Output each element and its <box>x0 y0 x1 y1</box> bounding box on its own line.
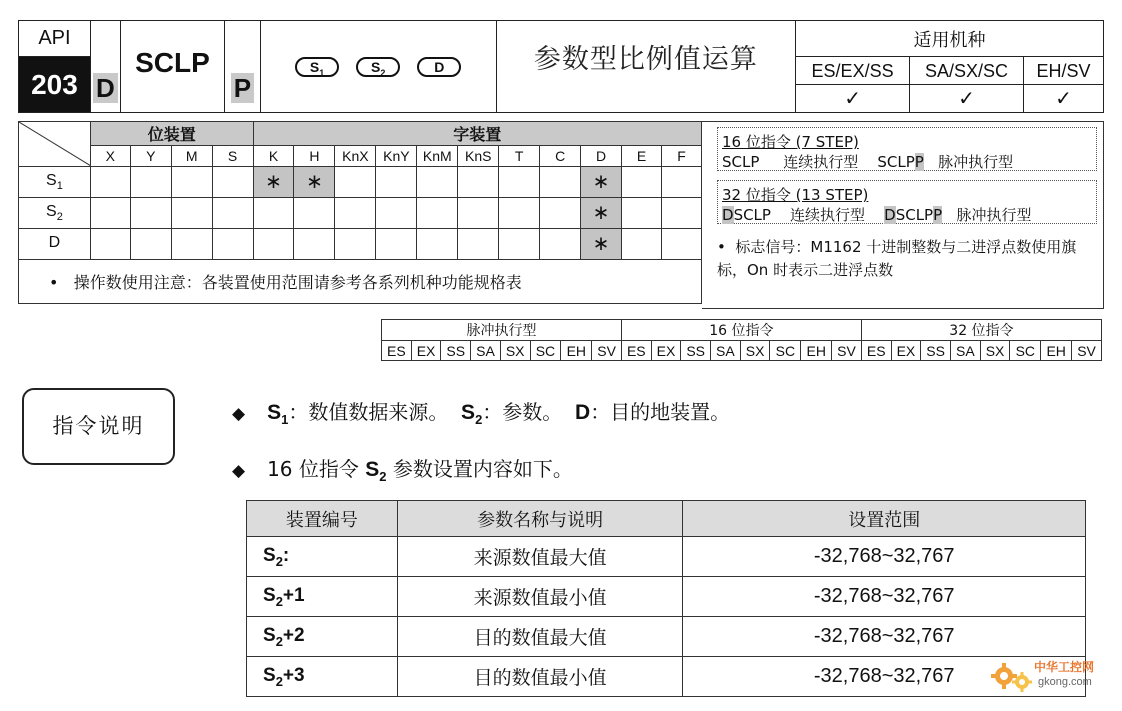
operand-cell <box>417 198 458 229</box>
param-header-name: 参数名称与说明 <box>397 501 683 537</box>
operand-cell <box>499 167 540 198</box>
operand-cell <box>212 198 253 229</box>
operand-cell <box>540 229 581 260</box>
operand-row-label: $S_2$ <box>19 198 91 229</box>
flag-text: 标志信号：M1162 十进制整数与二进浮点数使用旗标，On 时表示二进浮点数 <box>717 238 1077 279</box>
operand-cell <box>622 167 662 198</box>
model-eh-cell <box>1023 57 1103 113</box>
instruction-mnemonic: SCLP <box>120 21 224 113</box>
flag-bullet: • <box>717 238 726 256</box>
operand-cell <box>661 167 701 198</box>
operand-rows <box>19 167 702 260</box>
bit16-cont-name: SCLP <box>722 153 760 171</box>
operand-cell <box>661 198 701 229</box>
device-col-knx: KnX <box>335 146 376 167</box>
operand-cell <box>376 229 417 260</box>
exec-pulse-header: 脉冲执行型 <box>382 320 622 341</box>
operand-cell <box>622 229 662 260</box>
device-col-m: M <box>171 146 212 167</box>
gkong-watermark <box>990 652 1118 700</box>
exec-model-cell: ES <box>621 341 651 361</box>
bit16-info <box>717 127 1097 171</box>
operand-cell <box>253 198 294 229</box>
operand-cell <box>171 167 212 198</box>
bit32-pulse-d: D <box>884 206 896 224</box>
operand-cell <box>212 167 253 198</box>
exec-model-cell: SA <box>471 341 501 361</box>
param-header-device: 装置编号 <box>247 501 398 537</box>
device-column-headers <box>19 146 702 167</box>
operand-row-label: $S_1$ <box>19 167 91 198</box>
model-es-check: ✓ <box>844 85 861 110</box>
bit32-info <box>717 180 1097 224</box>
operand-row <box>19 229 702 260</box>
exec-model-cell: EX <box>651 341 681 361</box>
device-col-h: H <box>294 146 335 167</box>
model-es: ES/EX/SS <box>796 58 909 85</box>
exec-model-cell: EX <box>891 341 921 361</box>
operand-cell <box>90 167 130 198</box>
param-range: -32,768~32,767 <box>683 537 1086 577</box>
param-intro-suffix: 参数设置内容如下。 <box>386 457 573 481</box>
operand-cell <box>417 167 458 198</box>
model-eh: EH/SV <box>1024 58 1103 85</box>
device-col-c: C <box>540 146 581 167</box>
operand-description-line <box>232 396 730 427</box>
exec-model-cell: SX <box>740 341 770 361</box>
exec-model-cell: ES <box>861 341 891 361</box>
device-col-s: S <box>212 146 253 167</box>
exec-model-cell: SA <box>711 341 741 361</box>
operand-cell <box>458 167 499 198</box>
exec-model-cell: SC <box>1010 341 1041 361</box>
param-header-range: 设置范围 <box>683 501 1086 537</box>
s2-desc: ：参数。 <box>482 400 563 424</box>
param-row <box>247 577 1086 617</box>
bit16-pulse-type: 脉冲执行型 <box>938 153 1014 171</box>
param-range: -32,768~32,767 <box>683 617 1086 657</box>
operand-cell: ∗ <box>581 229 622 260</box>
bit32-cont-name: SCLP <box>733 206 771 224</box>
param-range: -32,768~32,767 <box>683 577 1086 617</box>
operand-cell <box>90 229 130 260</box>
param-row <box>247 617 1086 657</box>
device-col-knm: KnM <box>417 146 458 167</box>
operand-cell <box>335 198 376 229</box>
exec-model-cell: SS <box>441 341 471 361</box>
models-heading: 适用机种 <box>796 21 1104 57</box>
instruction-header <box>18 20 1104 113</box>
device-col-t: T <box>499 146 540 167</box>
api-number: 203 <box>19 57 91 113</box>
param-description: 来源数值最大值 <box>397 537 683 577</box>
exec-model-cell: SV <box>592 341 622 361</box>
operand-cell <box>130 198 171 229</box>
operand-device-table <box>18 121 702 304</box>
device-col-y: Y <box>130 146 171 167</box>
exec-model-cell: SV <box>1072 341 1102 361</box>
operand-cell <box>90 198 130 229</box>
operand-row-label: D <box>19 229 91 260</box>
operand-cell <box>540 198 581 229</box>
info-panel <box>702 121 1104 309</box>
api-label: API <box>19 21 91 57</box>
operand-note <box>19 260 702 304</box>
exec-16bit-header: 16 位指令 <box>621 320 861 341</box>
model-eh-check: ✓ <box>1055 85 1072 110</box>
param-range: -32,768~32,767 <box>683 657 1086 697</box>
operand-s2: $S_2$ <box>356 57 400 77</box>
watermark-cn: 中华工控网 <box>1034 660 1095 674</box>
operand-cell <box>376 198 417 229</box>
bit32-pulse-p: P <box>933 206 943 224</box>
operand-cell <box>294 198 335 229</box>
d-prefix: D <box>90 21 120 113</box>
bit-device-group: 位装置 <box>90 122 253 146</box>
exec-model-cell: ES <box>382 341 412 361</box>
exec-model-cell: SV <box>832 341 862 361</box>
param-device: $S_2+1$ <box>247 577 398 617</box>
operand-cell <box>540 167 581 198</box>
operand-cell <box>171 198 212 229</box>
bit32-cont-d: D <box>722 206 734 224</box>
watermark-url: gkong.com <box>1038 676 1092 688</box>
d-desc: ：目的地装置。 <box>590 400 731 424</box>
s2-label: $S_2$ <box>461 401 483 428</box>
s1-desc: ：数值数据来源。 <box>288 400 449 424</box>
operand-cell <box>499 229 540 260</box>
bit16-variants <box>722 151 1013 172</box>
exec-model-cell: EX <box>411 341 441 361</box>
operand-cell: ∗ <box>581 167 622 198</box>
exec-model-cell: SC <box>770 341 801 361</box>
exec-model-cell: SX <box>980 341 1010 361</box>
param-description: 目的数值最小值 <box>397 657 683 697</box>
operand-list <box>260 21 496 113</box>
param-device: $S_2+2$ <box>247 617 398 657</box>
param-row <box>247 657 1086 697</box>
operand-row <box>19 167 702 198</box>
p-suffix: P <box>224 21 260 113</box>
param-description: 来源数值最小值 <box>397 577 683 617</box>
device-col-x: X <box>90 146 130 167</box>
s2-param-label: $S_2$ <box>365 458 387 485</box>
diagonal-line <box>19 122 91 166</box>
param-device: $S_2$: <box>247 537 398 577</box>
model-sa-cell <box>910 57 1024 113</box>
bit32-variants <box>722 204 1031 225</box>
operand-d: D <box>417 57 461 77</box>
parameter-table <box>246 500 1086 697</box>
model-sa: SA/SX/SC <box>910 58 1023 85</box>
device-col-kny: KnY <box>376 146 417 167</box>
param-description: 目的数值最大值 <box>397 617 683 657</box>
bit32-pulse-name: SCLP <box>895 206 934 224</box>
instruction-title: 参数型比例值运算 <box>496 21 796 113</box>
operand-cell: ∗ <box>294 167 335 198</box>
operand-cell <box>294 229 335 260</box>
device-col-kns: KnS <box>458 146 499 167</box>
exec-type-table <box>381 319 1102 361</box>
operand-cell <box>130 229 171 260</box>
param-device: $S_2+3$ <box>247 657 398 697</box>
bit16-cont-type: 连续执行型 <box>783 153 859 171</box>
model-sa-check: ✓ <box>958 85 975 110</box>
operand-cell: ∗ <box>581 198 622 229</box>
device-col-f: F <box>661 146 701 167</box>
bit16-title: 16 位指令 (7 STEP) <box>722 133 859 151</box>
operand-cell <box>335 167 376 198</box>
param-intro-line <box>232 453 573 484</box>
exec-model-cell: EH <box>1041 341 1072 361</box>
operand-cell <box>376 167 417 198</box>
operand-cell <box>458 198 499 229</box>
word-device-group: 字装置 <box>253 122 701 146</box>
operand-cell <box>212 229 253 260</box>
bit32-cont-type: 连续执行型 <box>790 206 866 224</box>
operand-cell <box>335 229 376 260</box>
exec-model-cell: SS <box>921 341 951 361</box>
operand-cell <box>130 167 171 198</box>
operand-row <box>19 198 702 229</box>
diamond-bullet-icon: ◆ <box>232 404 246 424</box>
param-intro-prefix: 16 位指令 <box>267 457 366 481</box>
bit16-pulse-name: SCLP <box>877 153 915 171</box>
note-text: 操作数使用注意：各装置使用范围请参考各系列机种功能规格表 <box>73 273 522 292</box>
note-bullet: • <box>49 273 59 292</box>
exec-model-cell: SA <box>950 341 980 361</box>
s1-label: $S_1$ <box>267 401 289 428</box>
operand-cell <box>458 229 499 260</box>
exec-model-cell: SX <box>500 341 530 361</box>
device-col-e: E <box>622 146 662 167</box>
device-col-k: K <box>253 146 294 167</box>
bit16-pulse-p: P <box>914 153 924 171</box>
operand-cell <box>417 229 458 260</box>
device-col-d: D <box>581 146 622 167</box>
param-row <box>247 537 1086 577</box>
exec-model-row <box>382 341 1102 361</box>
exec-model-cell: EH <box>801 341 832 361</box>
diagonal-corner <box>19 122 91 167</box>
exec-model-cell: EH <box>561 341 592 361</box>
exec-model-cell: SC <box>530 341 561 361</box>
gear-logo-icon <box>990 656 1036 698</box>
bit32-title: 32 位指令 (13 STEP) <box>722 186 869 204</box>
operand-cell <box>171 229 212 260</box>
instruction-description-box: 指令说明 <box>22 388 175 465</box>
bit32-pulse-type: 脉冲执行型 <box>956 206 1032 224</box>
operand-cell <box>499 198 540 229</box>
operand-cell <box>253 229 294 260</box>
operand-s1: $S_1$ <box>295 57 339 77</box>
operand-cell <box>661 229 701 260</box>
diamond-bullet-icon: ◆ <box>232 461 246 481</box>
exec-32bit-header: 32 位指令 <box>861 320 1101 341</box>
operand-cell <box>622 198 662 229</box>
flag-note <box>717 236 1102 282</box>
d-label: D <box>575 401 591 424</box>
model-es-cell <box>796 57 910 113</box>
param-rows <box>247 537 1086 697</box>
exec-model-cell: SS <box>681 341 711 361</box>
operand-cell: ∗ <box>253 167 294 198</box>
